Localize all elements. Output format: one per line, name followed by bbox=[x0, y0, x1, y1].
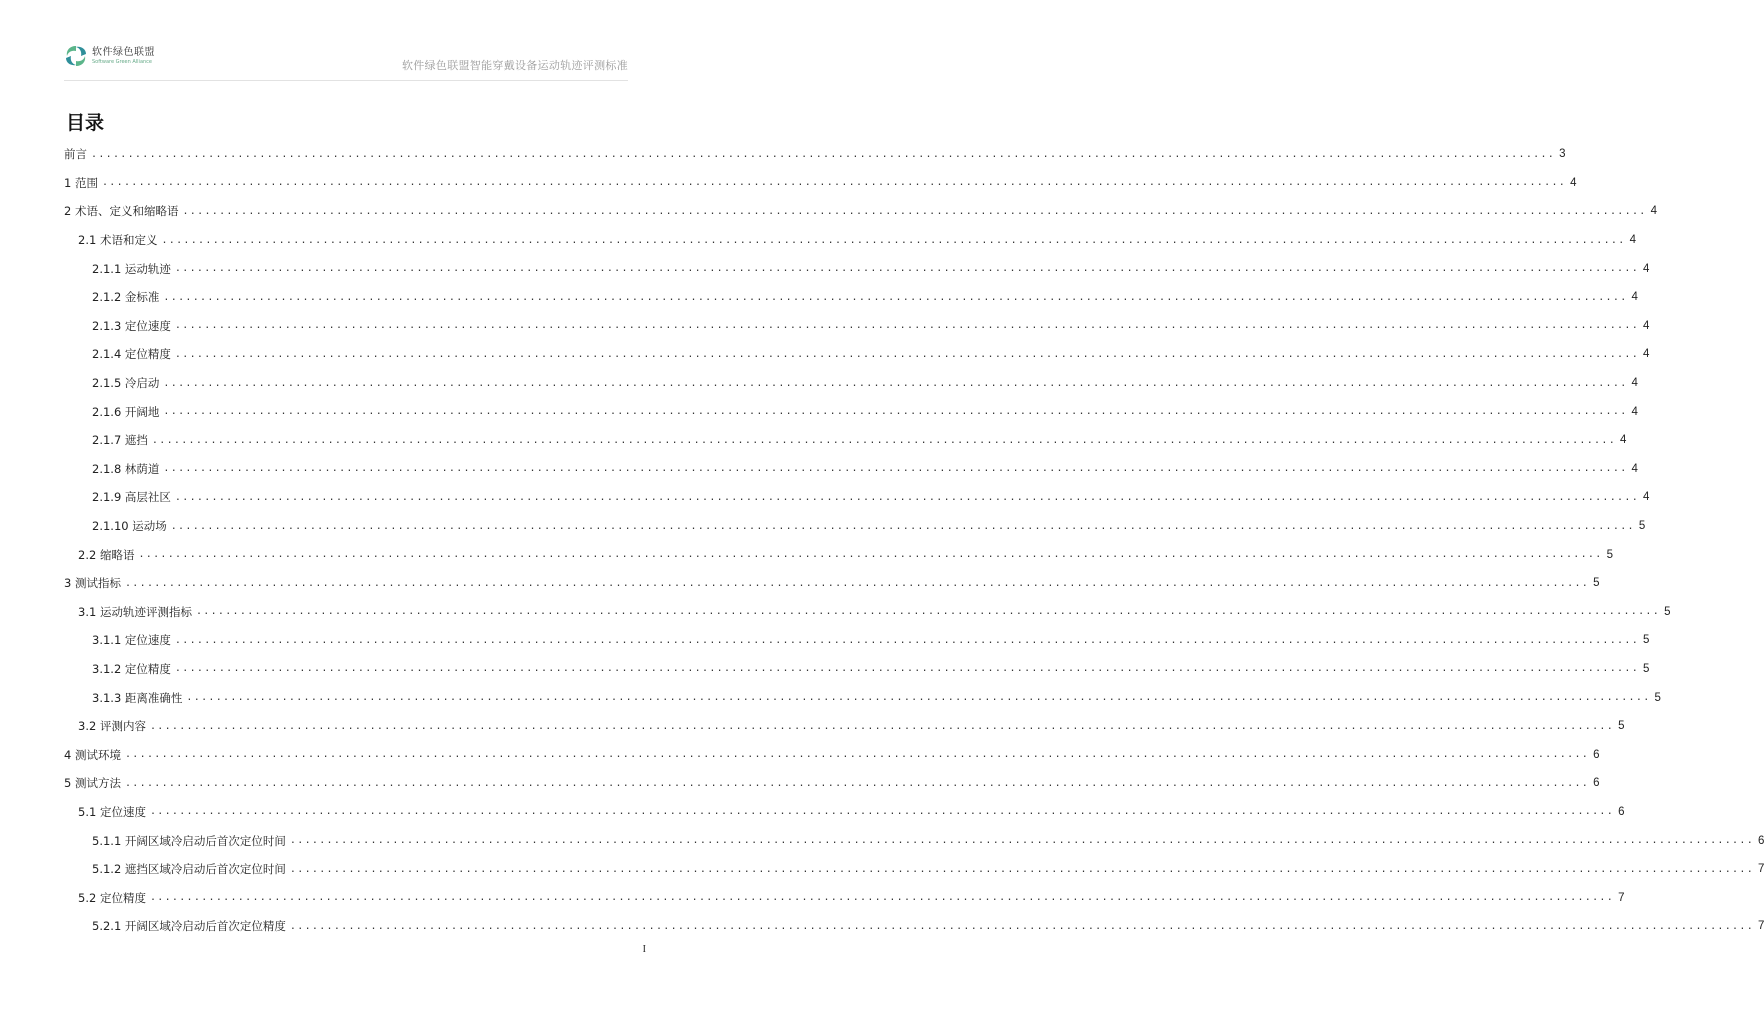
toc-leader-dots: ........................................................................................................................................................................................................ bbox=[174, 348, 1640, 360]
toc-entry[interactable] bbox=[64, 712, 1625, 741]
toc-entry-title: 2.1.8 林荫道 bbox=[92, 461, 160, 476]
toc-page-number: 4 bbox=[1643, 348, 1650, 361]
toc-leader-dots: ........................................................................................................................................................................................................ bbox=[163, 463, 1628, 475]
toc-entry[interactable] bbox=[64, 826, 1764, 855]
toc-page-number: 5 bbox=[1643, 662, 1650, 675]
toc-entry-title: 5 测试方法 bbox=[64, 776, 121, 791]
logo-subtitle: Software Green Alliance bbox=[92, 58, 153, 65]
toc-entry-title: 2.1 术语和定义 bbox=[78, 233, 158, 248]
toc-entry[interactable] bbox=[64, 283, 1638, 312]
toc-leader-dots: ........................................................................................................................................................................................................ bbox=[174, 320, 1640, 332]
toc-entry-title: 2.1.10 运动场 bbox=[92, 519, 167, 534]
toc-entry-title: 1 范围 bbox=[64, 175, 98, 190]
toc-entry[interactable] bbox=[64, 883, 1625, 912]
toc-entry-title: 5.1.2 遮挡区域冷启动后首次定位时间 bbox=[92, 862, 286, 877]
toc-entry-title: 2.1.9 高层社区 bbox=[92, 490, 171, 505]
toc-entry-title: 2.1.3 定位速度 bbox=[92, 318, 171, 333]
toc-entry[interactable] bbox=[64, 855, 1764, 884]
toc-entry-title: 5.2 定位精度 bbox=[78, 890, 146, 905]
toc-page-number: 6 bbox=[1593, 777, 1600, 790]
toc-page-number: 5 bbox=[1643, 634, 1650, 647]
toc-leader-dots: ........................................................................................................................................................................................................ bbox=[174, 634, 1640, 646]
toc-entry[interactable] bbox=[64, 740, 1600, 769]
toc-page-number: 4 bbox=[1629, 234, 1636, 247]
toc-entry[interactable] bbox=[64, 512, 1646, 541]
toc-page-number: 6 bbox=[1593, 748, 1600, 761]
toc-entry[interactable] bbox=[64, 483, 1650, 512]
toc-leader-dots: ........................................................................................................................................................................................................ bbox=[163, 406, 1628, 418]
toc-leader-dots: ........................................................................................................................................................................................................ bbox=[151, 434, 1617, 446]
toc-entry[interactable] bbox=[64, 254, 1650, 283]
toc-page-number: 5 bbox=[1606, 548, 1613, 561]
header-divider bbox=[64, 80, 628, 81]
toc-entry[interactable] bbox=[64, 455, 1638, 484]
toc-entry[interactable] bbox=[64, 912, 1764, 941]
toc-page-number: 4 bbox=[1620, 434, 1627, 447]
toc-entry[interactable] bbox=[64, 226, 1636, 255]
toc-page-number: 4 bbox=[1570, 176, 1577, 189]
toc-leader-dots: ........................................................................................................................................................................................................ bbox=[186, 692, 1651, 704]
toc-leader-dots: ........................................................................................................................................................................................................ bbox=[149, 806, 1615, 818]
toc-page-number: 4 bbox=[1643, 262, 1650, 275]
toc-leader-dots: ........................................................................................................................................................................................................ bbox=[289, 835, 1755, 847]
toc-entry-title: 3.1.3 距离准确性 bbox=[92, 690, 183, 705]
toc-entry[interactable] bbox=[64, 598, 1671, 627]
toc-entry[interactable] bbox=[64, 683, 1661, 712]
toc-page-number: 7 bbox=[1618, 891, 1625, 904]
toc-leader-dots: ........................................................................................................................................................................................................ bbox=[149, 892, 1615, 904]
toc-leader-dots: ........................................................................................................................................................................................................ bbox=[163, 377, 1628, 389]
toc-page-number: 7 bbox=[1758, 920, 1764, 933]
toc-leader-dots: ........................................................................................................................................................................................................ bbox=[195, 606, 1661, 618]
toc-heading: 目录 bbox=[66, 112, 105, 134]
toc-leader-dots: ........................................................................................................................................................................................................ bbox=[138, 549, 1603, 561]
toc-leader-dots: ........................................................................................................................................................................................................ bbox=[124, 577, 1590, 589]
toc-entry[interactable] bbox=[64, 369, 1638, 398]
toc-leader-dots: ........................................................................................................................................................................................................ bbox=[124, 777, 1590, 789]
toc-entry-title: 3.1 运动轨迹评测指标 bbox=[78, 604, 192, 619]
toc-leader-dots: ........................................................................................................................................................................................................ bbox=[163, 291, 1628, 303]
toc-leader-dots: ........................................................................................................................................................................................................ bbox=[124, 749, 1590, 761]
toc-entry-title: 前言 bbox=[64, 147, 87, 162]
toc-page-number: 4 bbox=[1643, 319, 1650, 332]
alliance-logo bbox=[64, 44, 155, 68]
alliance-logo-icon bbox=[64, 44, 88, 68]
toc-entry-title: 2.1.5 冷启动 bbox=[92, 376, 160, 391]
toc-entry-title: 5.1.1 开阔区域冷启动后首次定位时间 bbox=[92, 833, 286, 848]
toc-entry[interactable] bbox=[64, 426, 1627, 455]
toc-entry[interactable] bbox=[64, 340, 1650, 369]
toc-entry-title: 2.1.6 开阔地 bbox=[92, 404, 160, 419]
toc-page-number: 3 bbox=[1559, 148, 1566, 161]
toc-entry-title: 2.1.1 运动轨迹 bbox=[92, 261, 171, 276]
toc-page-number: 4 bbox=[1643, 491, 1650, 504]
toc-entry-title: 5.2.1 开阔区域冷启动后首次定位精度 bbox=[92, 919, 286, 934]
toc-page-number: 5 bbox=[1664, 605, 1671, 618]
toc-leader-dots: ........................................................................................................................................................................................................ bbox=[149, 720, 1615, 732]
toc-page-number: 4 bbox=[1631, 462, 1638, 475]
toc-entry-title: 2.1.7 遮挡 bbox=[92, 433, 148, 448]
toc-leader-dots: ........................................................................................................................................................................................................ bbox=[289, 920, 1755, 932]
toc-entry[interactable] bbox=[64, 397, 1638, 426]
toc-entry-title: 2.2 缩略语 bbox=[78, 547, 135, 562]
toc-entry[interactable] bbox=[64, 197, 1657, 226]
toc-entry[interactable] bbox=[64, 569, 1600, 598]
toc-entry[interactable] bbox=[64, 626, 1650, 655]
toc-page-number: 5 bbox=[1654, 691, 1661, 704]
toc-entry[interactable] bbox=[64, 655, 1650, 684]
toc-page-number: 4 bbox=[1631, 377, 1638, 390]
toc-entry-title: 3.1.2 定位精度 bbox=[92, 661, 171, 676]
toc-entry-title: 3.2 评测内容 bbox=[78, 719, 146, 734]
toc-leader-dots: ........................................................................................................................................................................................................ bbox=[174, 491, 1640, 503]
toc-entry[interactable] bbox=[64, 540, 1613, 569]
toc-leader-dots: ........................................................................................................................................................................................................ bbox=[170, 520, 1635, 532]
toc-entry[interactable] bbox=[64, 798, 1625, 827]
toc-entry[interactable] bbox=[64, 312, 1650, 341]
toc-page-number: 4 bbox=[1631, 291, 1638, 304]
toc-entry-title: 3 测试指标 bbox=[64, 576, 121, 591]
toc-page-number: 5 bbox=[1593, 577, 1600, 590]
toc-entry-title: 2.1.2 金标准 bbox=[92, 290, 160, 305]
toc-entry[interactable] bbox=[64, 769, 1600, 798]
toc-leader-dots: ........................................................................................................................................................................................................ bbox=[174, 263, 1640, 275]
toc-entry-title: 2.1.4 定位精度 bbox=[92, 347, 171, 362]
toc-entry[interactable] bbox=[64, 169, 1577, 198]
toc-page-number: 4 bbox=[1631, 405, 1638, 418]
toc-page-number: 6 bbox=[1618, 805, 1625, 818]
toc-leader-dots: ........................................................................................................................................................................................................ bbox=[182, 205, 1647, 217]
toc-page-number: 5 bbox=[1638, 520, 1646, 533]
footer-page-number: I bbox=[642, 944, 646, 955]
toc-page-number: 4 bbox=[1650, 205, 1657, 218]
toc-entry-title: 3.1.1 定位速度 bbox=[92, 633, 171, 648]
toc-entry-title: 5.1 定位速度 bbox=[78, 804, 146, 819]
toc-leader-dots: ........................................................................................................................................................................................................ bbox=[161, 234, 1626, 246]
toc-page-number: 7 bbox=[1758, 863, 1764, 876]
toc-page-number: 5 bbox=[1618, 720, 1625, 733]
toc-leader-dots: ........................................................................................................................................................................................................ bbox=[101, 177, 1567, 189]
toc-page-number: 6 bbox=[1758, 834, 1764, 847]
document-header-title: 软件绿色联盟智能穿戴设备运动轨迹评测标准 bbox=[402, 59, 628, 72]
toc-entry[interactable] bbox=[64, 140, 1566, 169]
toc-entry-title: 4 测试环境 bbox=[64, 747, 121, 762]
toc-leader-dots: ........................................................................................................................................................................................................ bbox=[91, 148, 1556, 160]
table-of-contents bbox=[64, 140, 1764, 941]
toc-leader-dots: ........................................................................................................................................................................................................ bbox=[174, 663, 1640, 675]
logo-name: 软件绿色联盟 bbox=[92, 46, 155, 58]
toc-entry-title: 2 术语、定义和缩略语 bbox=[64, 204, 179, 219]
toc-leader-dots: ........................................................................................................................................................................................................ bbox=[289, 863, 1755, 875]
